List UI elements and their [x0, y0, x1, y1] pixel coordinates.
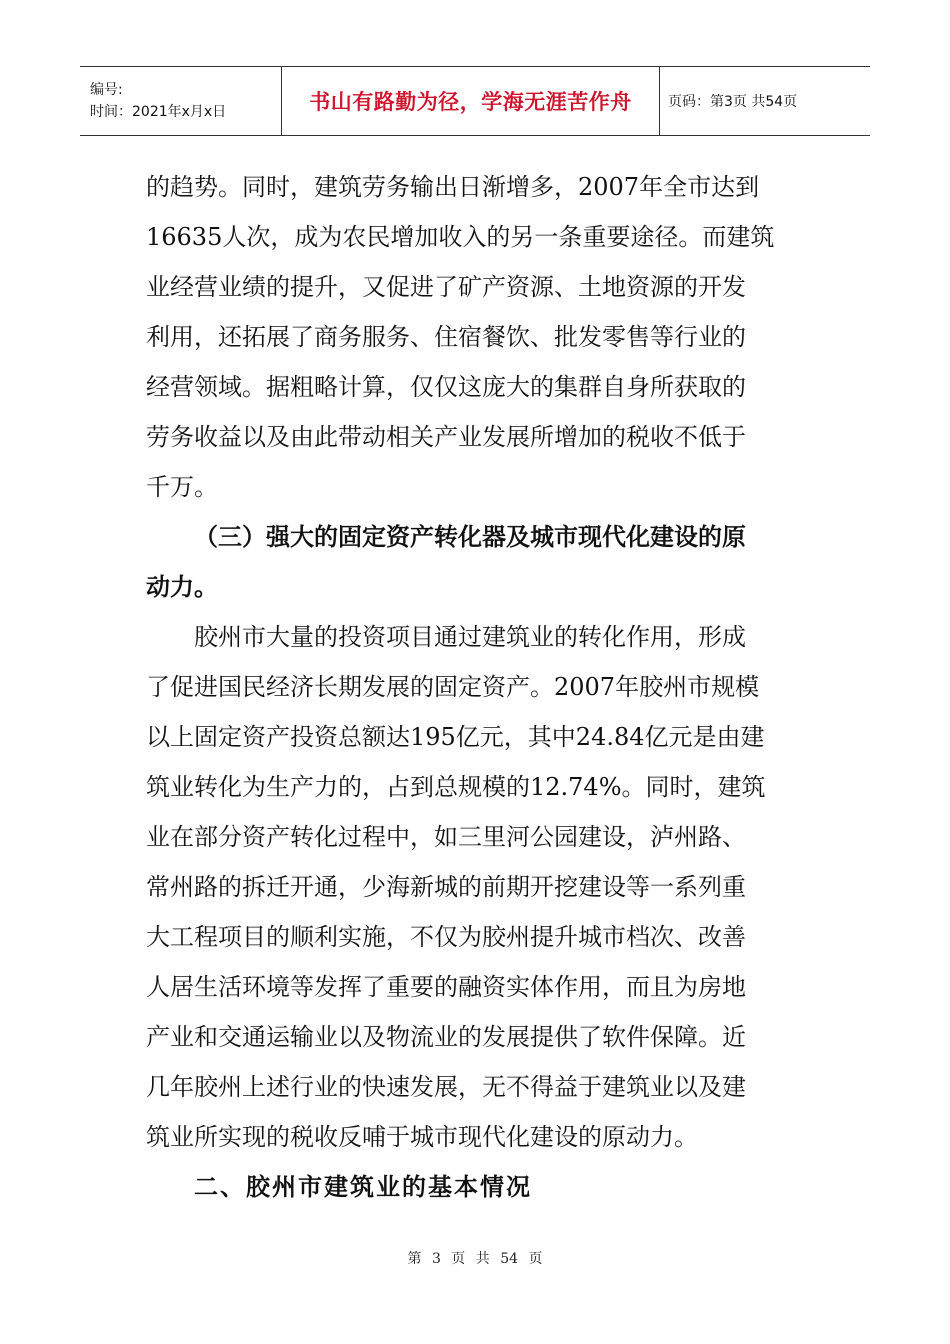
body-line: 几年胶州上述行业的快速发展，无不得益于建筑业以及建 — [146, 1073, 746, 1101]
body-line: 千万。 — [146, 473, 218, 501]
body-line: 劳务收益以及由此带动相关产业发展所增加的税收不低于 — [146, 423, 746, 451]
body-line: 产业和交通运输业以及物流业的发展提供了软件保障。近 — [146, 1023, 746, 1051]
header-page-number: 页码：第3页 共54页 — [668, 94, 798, 110]
section-heading-3-cont: 动力。 — [146, 573, 218, 601]
section-heading-2: 二、胶州市建筑业的基本情况 — [194, 1173, 532, 1201]
header-motto: 书山有路勤为径，学海无涯苦作舟 — [309, 90, 632, 114]
document-body — [146, 162, 806, 1212]
body-line: 胶州市大量的投资项目通过建筑业的转化作用，形成 — [194, 623, 746, 651]
header-motto-cell — [282, 67, 660, 135]
body-line: 大工程项目的顺利实施，不仅为胶州提升城市档次、改善 — [146, 923, 746, 951]
body-line: 经营领域。据粗略计算，仅仅这庞大的集群自身所获取的 — [146, 373, 746, 401]
body-line: 业经营业绩的提升，又促进了矿产资源、土地资源的开发 — [146, 273, 746, 301]
body-line: 以上固定资产投资总额达195亿元，其中24.84亿元是由建 — [146, 723, 765, 751]
page-header — [80, 66, 870, 136]
body-line: 利用，还拓展了商务服务、住宿餐饮、批发零售等行业的 — [146, 323, 746, 351]
header-meta — [80, 67, 282, 135]
body-line: 的趋势。同时，建筑劳务输出日渐增多，2007年全市达到 — [146, 173, 760, 201]
document-number-label: 编号: — [90, 82, 123, 98]
page-footer: 第 3 页 共 54 页 — [407, 1251, 543, 1267]
body-line: 业在部分资产转化过程中，如三里河公园建设，泸州路、 — [146, 823, 746, 851]
body-line: 常州路的拆迁开通，少海新城的前期开挖建设等一系列重 — [146, 873, 746, 901]
header-page-cell — [660, 67, 870, 135]
section-heading-3: （三）强大的固定资产转化器及城市现代化建设的原 — [194, 523, 746, 551]
body-line: 16635人次，成为农民增加收入的另一条重要途径。而建筑 — [146, 223, 775, 251]
document-date-label: 时间：2021年x月x日 — [90, 104, 227, 120]
body-line: 筑业转化为生产力的，占到总规模的12.74%。同时，建筑 — [146, 773, 766, 801]
body-line: 筑业所实现的税收反哺于城市现代化建设的原动力。 — [146, 1123, 698, 1151]
body-line: 了促进国民经济长期发展的固定资产。2007年胶州市规模 — [146, 673, 760, 701]
body-line: 人居生活环境等发挥了重要的融资实体作用，而且为房地 — [146, 973, 746, 1001]
